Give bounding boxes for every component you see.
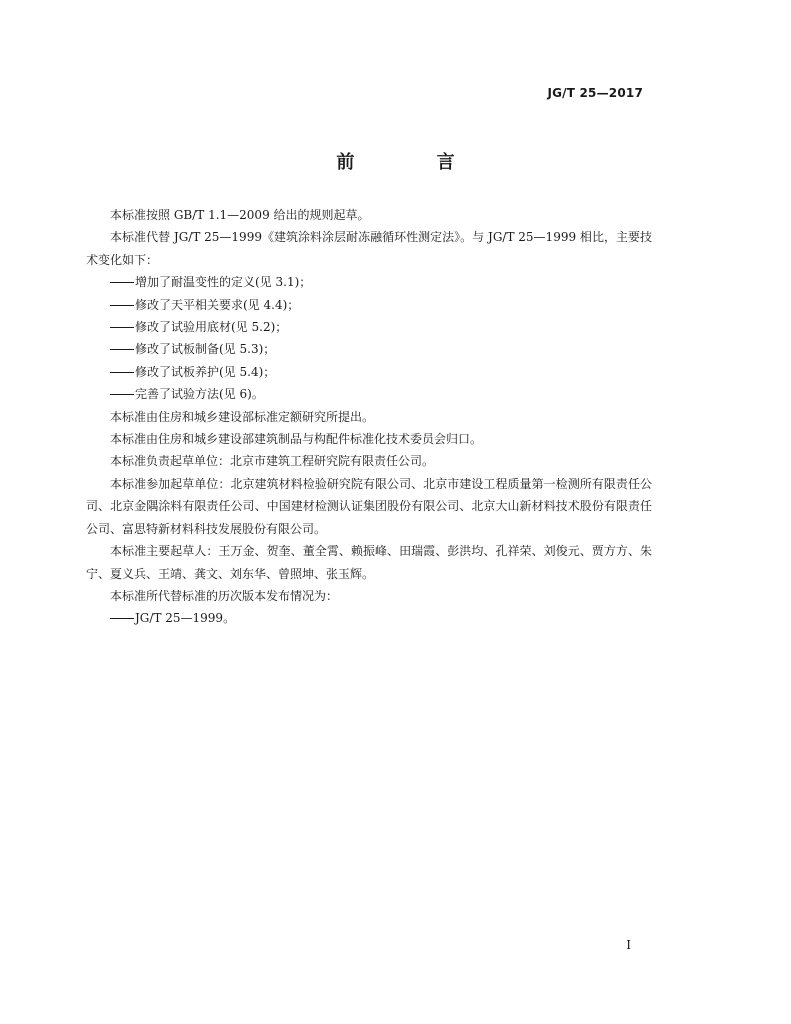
page-number: I xyxy=(626,938,631,952)
dash-mark xyxy=(110,349,134,350)
change-item xyxy=(86,361,652,383)
paragraph-version-history: 本标准所代替标准的历次版本发布情况为： xyxy=(110,588,339,603)
paragraph-committee: 本标准由住房和城乡建设部建筑制品与构配件标准化技术委员会归口。 xyxy=(110,432,483,447)
change-item-text: 修改了试板制备(见 5.3)； xyxy=(135,342,276,357)
change-item xyxy=(86,316,652,338)
paragraph-participating-drafters: 本标准参加起草单位：北京建筑材料检验研究院有限公司、北京市建设工程质量第一检测所有限责任公司、北京金隅涂料有限责任公司、中国建材检测认证集团股份有限公司、北京大山新材料技术股份有限责任公司、富思特新材料科技发展股份有限公司。 xyxy=(86,476,652,536)
dash-mark xyxy=(110,305,134,306)
paragraph-lead-drafter: 本标准负责起草单位：北京市建筑工程研究院有限责任公司。 xyxy=(110,454,435,469)
page-title: 前 言 xyxy=(336,152,493,173)
dash-mark xyxy=(110,394,134,395)
paragraph-drafting-rules: 本标准按照 GB/T 1.1—2009 给出的规则起草。 xyxy=(110,208,370,222)
document-body xyxy=(86,204,652,630)
change-item xyxy=(86,383,652,405)
change-item xyxy=(86,271,652,293)
change-item xyxy=(86,294,652,316)
change-item-text: 完善了试验方法(见 6)。 xyxy=(135,387,264,402)
change-item-text: 增加了耐温变性的定义(见 3.1)； xyxy=(135,275,312,290)
dash-mark xyxy=(110,327,134,328)
paragraph-replacement: 本标准代替 JG/T 25—1999《建筑涂料涂层耐冻融循环性测定法》。与 JG/T 25—1999 相比，主要技术变化如下： xyxy=(86,230,652,267)
header-standard-code: JG/T 25—2017 xyxy=(547,86,643,100)
paragraph-proposer: 本标准由住房和城乡建设部标准定额研究所提出。 xyxy=(110,409,375,424)
change-item-text: 修改了天平相关要求(见 4.4)； xyxy=(135,297,300,312)
dash-mark xyxy=(110,372,134,373)
change-item-text: 修改了试验用底材(见 5.2)； xyxy=(135,320,288,335)
history-item xyxy=(86,607,652,629)
history-item-text: JG/T 25—1999。 xyxy=(135,611,236,626)
dash-mark xyxy=(110,618,134,619)
change-item xyxy=(86,338,652,360)
dash-mark xyxy=(110,282,134,283)
paragraph-main-drafters: 本标准主要起草人：王万金、贺奎、董全霄、赖振峰、田瑞霞、彭洪均、孔祥荣、刘俊元、贾方方、朱宁、夏义兵、王靖、龚文、刘东华、曾照坤、张玉辉。 xyxy=(86,544,652,581)
change-item-text: 修改了试板养护(见 5.4)； xyxy=(135,364,276,379)
